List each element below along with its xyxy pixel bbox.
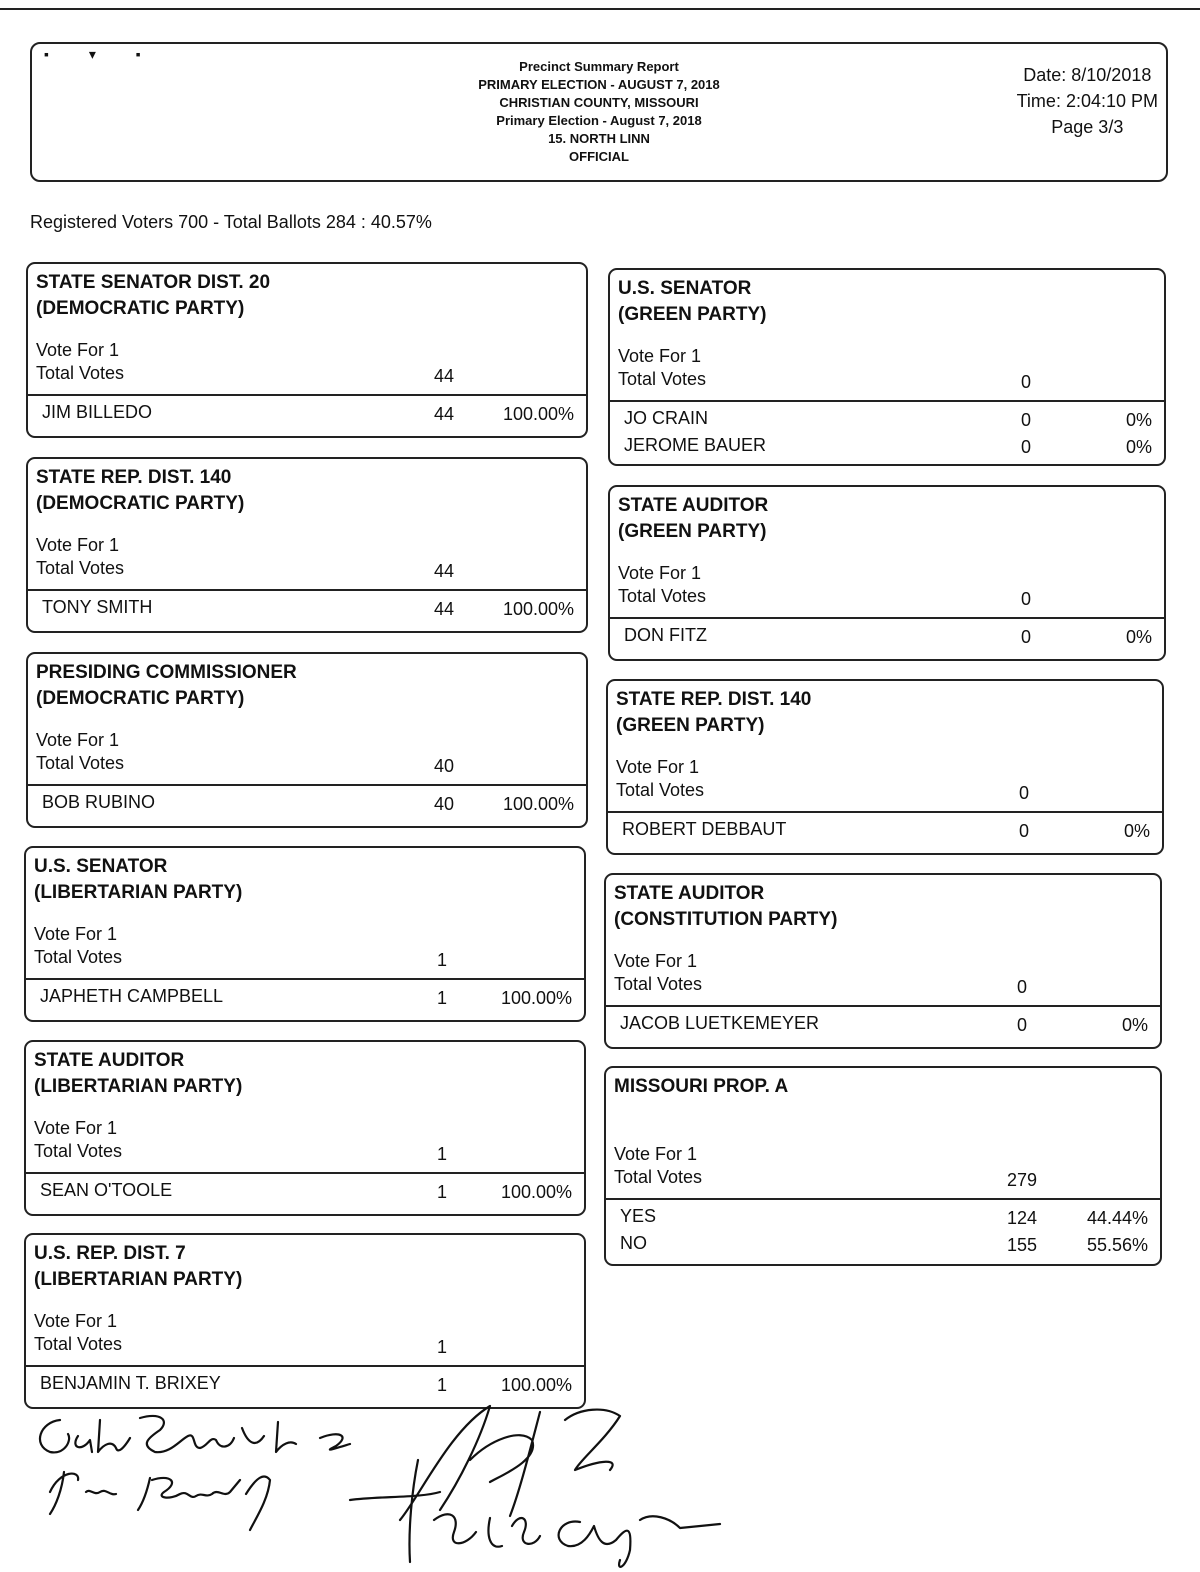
contest-box: [26, 262, 588, 438]
vote-for-label: Vote For 1: [614, 951, 698, 971]
total-votes-value: 0: [1016, 977, 1027, 997]
contest-box: [606, 679, 1164, 855]
total-votes-value: 1: [436, 1144, 447, 1164]
vote-for-label: Vote For 1: [34, 1118, 118, 1138]
candidate-row: ROBERT DEBBAUT 0 0%: [622, 819, 1150, 841]
total-votes-row: Total Votes 0: [606, 974, 1160, 999]
total-votes-row: Total Votes 40: [28, 753, 586, 778]
contest-title: STATE REP. DIST. 140 (DEMOCRATIC PARTY): [36, 467, 245, 514]
total-votes-row: Total Votes 1: [26, 1334, 584, 1359]
total-votes-row: Total Votes 0: [610, 369, 1164, 394]
total-votes-row: Total Votes 0: [608, 780, 1162, 805]
contest-title: U.S. SENATOR (LIBERTARIAN PARTY): [34, 856, 243, 903]
vote-for-label: Vote For 1: [36, 340, 120, 360]
total-votes-row: Total Votes 1: [26, 947, 584, 972]
election-subtitle: Primary Election - August 7, 2018: [496, 113, 702, 128]
top-border-line: [0, 8, 1200, 10]
candidate-row: NO 155 55.56%: [620, 1233, 1148, 1255]
total-votes-row: Total Votes 1: [26, 1141, 584, 1166]
total-votes-value: 279: [1006, 1170, 1038, 1190]
contest-title: STATE SENATOR DIST. 20 (DEMOCRATIC PARTY): [36, 272, 271, 319]
total-votes-value: 44: [433, 366, 455, 386]
vote-for-label: Vote For 1: [36, 730, 120, 750]
contest-box: [604, 1066, 1162, 1266]
total-votes-value: 1: [436, 1337, 447, 1357]
report-date: Date: 8/10/2018: [1023, 65, 1152, 85]
signature-3: [400, 1406, 620, 1520]
contest-title: STATE REP. DIST. 140 (GREEN PARTY): [616, 689, 812, 736]
candidate-row: JIM BILLEDO 44 100.00%: [42, 402, 574, 424]
contest-title: U.S. SENATOR (GREEN PARTY): [618, 278, 767, 325]
contest-title: STATE AUDITOR (LIBERTARIAN PARTY): [34, 1050, 243, 1097]
contest-title: U.S. REP. DIST. 7 (LIBERTARIAN PARTY): [34, 1243, 243, 1290]
scan-marks: ▪ ▾ ▪: [44, 46, 159, 62]
candidate-row: SEAN O'TOOLE 1 100.00%: [40, 1180, 572, 1202]
contest-title: PRESIDING COMMISSIONER (DEMOCRATIC PARTY): [36, 662, 297, 709]
total-votes-value: 1: [436, 950, 447, 970]
contest-box: [24, 846, 586, 1022]
handwritten-signatures: [20, 1400, 740, 1572]
header-meta: [1017, 62, 1158, 140]
total-votes-value: 0: [1020, 372, 1031, 392]
total-votes-row: Total Votes 0: [610, 586, 1164, 611]
vote-for-label: Vote For 1: [614, 1144, 698, 1164]
registered-voters-summary: Registered Voters 700 - Total Ballots 284 : 40.57%: [30, 212, 432, 232]
contest-box: [26, 457, 588, 633]
candidate-row: BENJAMIN T. BRIXEY 1 100.00%: [40, 1373, 572, 1395]
county-name: CHRISTIAN COUNTY, MISSOURI: [499, 95, 699, 110]
signature-2: [50, 1472, 270, 1530]
election-name: PRIMARY ELECTION - AUGUST 7, 2018: [478, 77, 720, 92]
report-type: Precinct Summary Report: [519, 59, 679, 74]
official-label: OFFICIAL: [569, 149, 629, 164]
contest-box: [24, 1040, 586, 1216]
candidate-row: JEROME BAUER 0 0%: [624, 435, 1152, 457]
contest-title: STATE AUDITOR (CONSTITUTION PARTY): [614, 883, 838, 930]
total-votes-value: 44: [433, 561, 455, 581]
candidate-row: YES 124 44.44%: [620, 1206, 1148, 1228]
candidate-row: BOB RUBINO 40 100.00%: [42, 792, 574, 814]
contest-title: STATE AUDITOR (GREEN PARTY): [618, 495, 769, 542]
vote-for-label: Vote For 1: [34, 924, 118, 944]
contest-title: MISSOURI PROP. A: [614, 1076, 789, 1097]
contest-box: [608, 268, 1166, 466]
total-votes-value: 0: [1018, 783, 1029, 803]
candidate-row: DON FITZ 0 0%: [624, 625, 1152, 647]
total-votes-row: Total Votes 279: [606, 1167, 1160, 1192]
vote-for-label: Vote For 1: [618, 346, 702, 366]
total-votes-value: 40: [433, 756, 455, 776]
precinct-name: 15. NORTH LINN: [548, 131, 650, 146]
total-votes-value: 0: [1020, 589, 1031, 609]
candidate-row: JACOB LUETKEMEYER 0 0%: [620, 1013, 1148, 1035]
total-votes-row: Total Votes 44: [28, 558, 586, 583]
page-number: Page 3/3: [1051, 117, 1124, 137]
contest-box: [24, 1233, 586, 1409]
signature-1: [40, 1416, 350, 1452]
report-header: [30, 42, 1168, 182]
contest-box: [608, 485, 1166, 661]
candidate-row: JO CRAIN 0 0%: [624, 408, 1152, 430]
vote-for-label: Vote For 1: [618, 563, 702, 583]
contest-box: [604, 873, 1162, 1049]
candidate-row: JAPHETH CAMPBELL 1 100.00%: [40, 986, 572, 1008]
report-time: Time: 2:04:10 PM: [1016, 91, 1158, 111]
vote-for-label: Vote For 1: [36, 535, 120, 555]
vote-for-label: Vote For 1: [616, 757, 700, 777]
vote-for-label: Vote For 1: [34, 1311, 118, 1331]
total-votes-row: Total Votes 44: [28, 363, 586, 388]
candidate-row: TONY SMITH 44 100.00%: [42, 597, 574, 619]
header-title-block: [32, 58, 1166, 166]
contest-box: [26, 652, 588, 828]
